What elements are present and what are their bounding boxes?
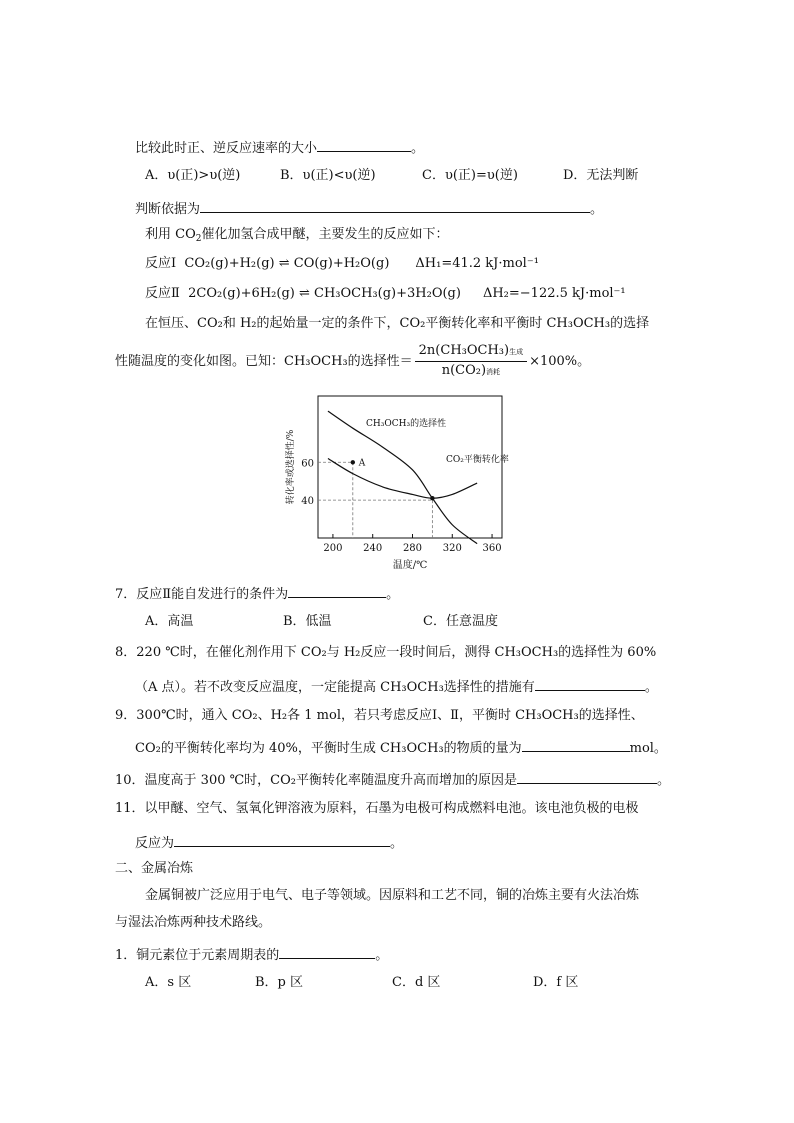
section-2-title: 二、金属冶炼 <box>115 861 194 876</box>
q9-blank[interactable] <box>522 737 630 752</box>
q7-option-a[interactable]: A．高温 <box>145 614 194 629</box>
basis-line: 判断依据为 。 <box>135 198 603 219</box>
point-a-label: A <box>358 458 366 469</box>
answer-blank[interactable] <box>317 137 411 152</box>
legend-selectivity-label: CH₃OCH₃的选择性 <box>366 419 447 429</box>
selectivity-definition: 性随温度的变化如图。已知：CH₃OCH₃的选择性＝ $\frac{\text{2n(CH₃OCH₃)生成}}{\text{n(CO₂)消耗}}$ ×100%。 <box>115 343 591 378</box>
y-axis-label: 转化率或选择性/% <box>286 429 296 505</box>
selectivity-fraction: $\frac{\text{2n(CH₃OCH₃)生成}}{\text{n(CO₂)消耗}}$ <box>415 343 527 380</box>
q8-blank[interactable] <box>535 676 645 691</box>
x-tick-label: 200 <box>323 543 343 554</box>
condition-line: 在恒压、CO₂和 H₂的起始量一定的条件下，CO₂平衡转化率和平衡时 CH₃OCH₃的选择 <box>145 316 650 331</box>
q10-blank[interactable] <box>517 769 657 784</box>
intro-line: 利用 $CO_2$催化加氢合成甲醚，主要发生的反应如下： <box>145 227 449 244</box>
basis-blank[interactable] <box>200 198 590 213</box>
y-tick-label: 60 <box>301 458 314 470</box>
selectivity-curve <box>328 411 477 544</box>
option-b[interactable]: B．υ(正)<υ(逆) <box>280 168 376 183</box>
question-11-line2: 反应为 。 <box>135 832 403 853</box>
x-tick-label: 280 <box>402 543 423 554</box>
x-tick-label: 320 <box>442 543 462 554</box>
q1-option-b[interactable]: B．p 区 <box>255 975 304 990</box>
y-tick-label: 40 <box>301 496 314 508</box>
q1-blank[interactable] <box>279 944 375 959</box>
x-tick-label: 240 <box>363 543 383 554</box>
x-axis-label: 温度/℃ <box>392 560 428 571</box>
question-9-line2: CO₂的平衡转化率均为 40%，平衡时生成 CH₃OCH₃的物质的量为 mol。 <box>135 737 667 758</box>
question-8-line1: 8．220 ℃时，在催化剂作用下 CO₂与 H₂反应一段时间后，测得 CH₃OCH₃的选择性为 60% <box>115 645 657 660</box>
point-a <box>351 460 355 464</box>
x-tick-label: 360 <box>482 543 502 554</box>
question-text: 比较此时正、逆反应速率的大小 <box>135 141 318 156</box>
question-compare-rates: 比较此时正、逆反应速率的大小 。 <box>135 137 424 158</box>
reaction-1: 反应Ⅰ CO₂(g)+H₂(g) ⇌ CO(g)+H₂O(g) ΔH₁=41.2 kJ·mol⁻¹ <box>145 256 539 271</box>
q7-option-c[interactable]: C．任意温度 <box>423 614 498 629</box>
question-9-line1: 9．300℃时，通入 CO₂、H₂各 1 mol，若只考虑反应Ⅰ、Ⅱ，平衡时 CH₃OCH₃的选择性、 <box>115 708 644 723</box>
option-d[interactable]: D．无法判断 <box>563 168 639 183</box>
question-1: 1．铜元素位于元素周期表的 。 <box>115 944 388 965</box>
q11-blank[interactable] <box>174 832 390 847</box>
q1-option-c[interactable]: C．d 区 <box>392 975 441 990</box>
question-10: 10．温度高于 300 ℃时，CO₂平衡转化率随温度升高而增加的原因是 。 <box>115 769 670 790</box>
question-11-line1: 11．以甲醚、空气、氢氧化钾溶液为原料，石墨为电极可构成燃料电池。该电池负极的电极 <box>115 801 639 816</box>
q7-blank[interactable] <box>288 583 386 598</box>
q7-option-b[interactable]: B．低温 <box>283 614 332 629</box>
option-c[interactable]: C．υ(正)=υ(逆) <box>422 168 518 183</box>
option-a[interactable]: A．υ(正)>υ(逆) <box>145 168 241 183</box>
legend-conversion-label: CO₂平衡转化率 <box>446 455 509 465</box>
section-2-intro-line2: 与湿法冶炼两种技术路线。 <box>115 915 272 930</box>
q1-option-d[interactable]: D．f 区 <box>533 975 579 990</box>
section-2-intro-line1: 金属铜被广泛应用于电气、电子等领域。因原料和工艺不同，铜的冶炼主要有火法冶炼 <box>145 888 640 903</box>
question-7: 7．反应Ⅱ能自发进行的条件为 。 <box>115 583 399 604</box>
question-8-line2: （A 点）。若不改变反应温度，一定能提高 CH₃OCH₃选择性的措施有 。 <box>135 676 658 697</box>
q1-option-a[interactable]: A．s 区 <box>145 975 192 990</box>
selectivity-conversion-chart <box>280 390 510 575</box>
intersection-point <box>430 496 434 500</box>
reaction-2: 反应Ⅱ 2CO₂(g)+6H₂(g) ⇌ CH₃OCH₃(g)+3H₂O(g) ΔH₂=−122.5 kJ·mol⁻¹ <box>145 286 626 301</box>
